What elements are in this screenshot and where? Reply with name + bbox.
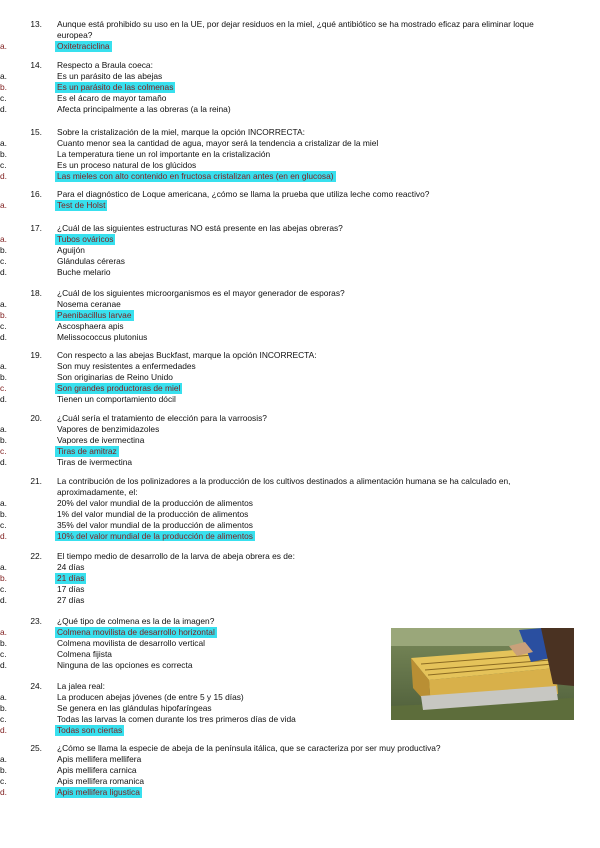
question-block <box>0 350 547 405</box>
question-number: 24. <box>30 681 42 691</box>
option-letter: b. <box>0 637 7 648</box>
option-text: Es un proceso natural de los glúcidos <box>57 159 197 170</box>
question-number: 15. <box>30 127 42 137</box>
option-text: Son muy resistentes a enfermedades <box>57 360 196 371</box>
option-letter: d. <box>0 724 7 735</box>
question-block <box>0 223 547 278</box>
question-text: Sobre la cristalización de la miel, marque la opción INCORRECTA: <box>57 127 305 137</box>
answer-option <box>0 266 547 278</box>
question-block <box>0 743 547 798</box>
question-text: La jalea real: <box>57 681 105 691</box>
answer-option-correct <box>0 530 547 542</box>
highlighted-answer-text: Apis mellifera ligustica <box>57 786 140 797</box>
option-letter: a. <box>0 40 7 51</box>
highlighted-answer-text: 21 días <box>57 572 85 583</box>
option-letter: a. <box>0 233 7 244</box>
highlighted-answer-text: Colmena movilista de desarrollo horizontal <box>57 626 215 637</box>
question-header <box>30 350 547 361</box>
question-header <box>30 288 547 299</box>
option-letter: b. <box>0 309 7 320</box>
question-header <box>30 476 547 498</box>
question-header <box>30 127 547 138</box>
option-text: Vapores de benzimidazoles <box>57 423 160 434</box>
option-letter: c. <box>0 648 7 659</box>
option-letter: b. <box>0 81 7 92</box>
question-number: 25. <box>30 743 42 753</box>
question-text: Para el diagnóstico de Loque americana, ¿cómo se llama la prueba que utiliza leche como reactivo? <box>57 189 430 199</box>
question-header <box>30 616 547 627</box>
answer-option <box>0 497 547 509</box>
option-letter: d. <box>0 393 7 404</box>
question-text: ¿Qué tipo de colmena es la de la imagen? <box>57 616 215 626</box>
question-block <box>0 476 547 541</box>
highlighted-answer-text: Test de Holst <box>57 199 106 210</box>
option-letter: c. <box>0 159 7 170</box>
question-header <box>30 413 547 424</box>
question-number: 20. <box>30 413 42 423</box>
answer-option-correct <box>0 382 547 394</box>
option-text: Afecta principalmente a las obreras (a la reina) <box>57 103 231 114</box>
option-text: Son originarias de Reino Unido <box>57 371 173 382</box>
question-header <box>30 551 547 562</box>
answer-option <box>0 519 547 531</box>
option-text: Tiras de ivermectina <box>57 456 133 467</box>
option-text: Colmena movilista de desarrollo vertical <box>57 637 206 648</box>
option-letter: d. <box>0 331 7 342</box>
option-letter: d. <box>0 786 7 797</box>
question-text: La contribución de los polinizadores a la producción de los cultivos destinados a alimentación humana se ha calculado en, aproximadamente, el: <box>57 476 511 497</box>
question-number: 19. <box>30 350 42 360</box>
option-letter: a. <box>0 497 7 508</box>
answer-option <box>0 393 547 405</box>
highlighted-answer-text: 10% del valor mundial de la producción de alimentos <box>57 530 253 541</box>
option-text: Ascosphaera apis <box>57 320 124 331</box>
answer-option-correct <box>0 199 547 211</box>
answer-option-correct <box>0 572 547 584</box>
option-letter: d. <box>0 103 7 114</box>
option-letter: b. <box>0 572 7 583</box>
option-text: 20% del valor mundial de la producción de alimentos <box>57 497 253 508</box>
question-number: 14. <box>30 60 42 70</box>
question-block <box>0 60 547 115</box>
option-text: Glándulas céreras <box>57 255 125 266</box>
option-text: 17 días <box>57 583 85 594</box>
option-text: Colmena fijista <box>57 648 112 659</box>
option-letter: a. <box>0 626 7 637</box>
answer-option <box>0 148 547 160</box>
question-block <box>0 413 547 468</box>
option-text: Apis mellifera romanica <box>57 775 145 786</box>
option-text: Tienen un comportamiento dócil <box>57 393 176 404</box>
option-text: La temperatura tiene un rol importante en la cristalización <box>57 148 271 159</box>
answer-option <box>0 92 547 104</box>
answer-option-correct <box>0 233 547 245</box>
option-letter: a. <box>0 360 7 371</box>
option-letter: d. <box>0 594 7 605</box>
answer-option-correct <box>0 170 547 182</box>
option-letter: c. <box>0 382 7 393</box>
question-header <box>30 743 547 754</box>
answer-option <box>0 371 547 383</box>
option-letter: d. <box>0 456 7 467</box>
answer-option <box>0 508 547 520</box>
highlighted-answer-text: Todas son ciertas <box>57 724 123 735</box>
answer-option-correct <box>0 445 547 457</box>
option-letter: b. <box>0 508 7 519</box>
option-text: 35% del valor mundial de la producción de alimentos <box>57 519 253 530</box>
option-text: 24 días <box>57 561 85 572</box>
question-block <box>0 288 547 343</box>
answer-option <box>0 456 547 468</box>
highlighted-answer-text: Las mieles con alto contenido en fructosa cristalizan antes (en en glucosa) <box>57 170 334 181</box>
question-number: 13. <box>30 19 42 29</box>
answer-option <box>0 70 547 82</box>
question-text: ¿Cuál de los siguientes microorganismos es el mayor generador de esporas? <box>57 288 345 298</box>
answer-option <box>0 434 547 446</box>
answer-option <box>0 298 547 310</box>
option-letter: c. <box>0 255 7 266</box>
question-text: ¿Cómo se llama la especie de abeja de la península itálica, que se caracteriza por ser muy productiva? <box>57 743 441 753</box>
option-letter: a. <box>0 691 7 702</box>
question-number: 21. <box>30 476 42 486</box>
answer-option <box>0 775 547 787</box>
highlighted-answer-text: Tiras de amitraz <box>57 445 117 456</box>
question-block <box>0 127 547 182</box>
option-letter: a. <box>0 753 7 764</box>
answer-option <box>0 103 547 115</box>
option-letter: a. <box>0 199 7 210</box>
question-number: 23. <box>30 616 42 626</box>
highlighted-answer-text: Paenibacillus larvae <box>57 309 132 320</box>
question-header <box>30 60 547 71</box>
option-text: Buche melario <box>57 266 111 277</box>
option-letter: a. <box>0 561 7 572</box>
answer-option-correct <box>0 81 547 93</box>
answer-option <box>0 137 547 149</box>
answer-option-correct <box>0 724 547 736</box>
option-letter: d. <box>0 659 7 670</box>
option-letter: c. <box>0 583 7 594</box>
answer-option <box>0 360 547 372</box>
option-text: Apis mellifera carnica <box>57 764 137 775</box>
answer-option <box>0 561 547 573</box>
beehive-photo <box>391 628 574 720</box>
option-letter: b. <box>0 434 7 445</box>
question-number: 17. <box>30 223 42 233</box>
highlighted-answer-text: Son grandes productoras de miel <box>57 382 181 393</box>
option-letter: a. <box>0 423 7 434</box>
option-letter: d. <box>0 266 7 277</box>
question-block <box>0 189 547 211</box>
option-letter: b. <box>0 764 7 775</box>
question-text: Respecto a Braula coeca: <box>57 60 153 70</box>
question-text: Aunque está prohibido su uso en la UE, por dejar residuos en la miel, ¿qué antibiótico se ha mostrado eficaz para eliminar loque europea? <box>57 19 534 40</box>
option-letter: c. <box>0 713 7 724</box>
question-block <box>0 19 547 52</box>
option-letter: c. <box>0 519 7 530</box>
question-header <box>30 19 547 41</box>
question-header <box>30 223 547 234</box>
question-text: ¿Cuál de las siguientes estructuras NO está presente en las abejas obreras? <box>57 223 343 233</box>
option-letter: a. <box>0 137 7 148</box>
option-letter: b. <box>0 244 7 255</box>
option-text: Cuanto menor sea la cantidad de agua, mayor será la tendencia a cristalizar de la miel <box>57 137 379 148</box>
answer-option <box>0 159 547 171</box>
question-number: 18. <box>30 288 42 298</box>
question-block <box>0 551 547 606</box>
option-letter: d. <box>0 530 7 541</box>
option-letter: c. <box>0 92 7 103</box>
option-letter: b. <box>0 371 7 382</box>
option-text: Ninguna de las opciones es correcta <box>57 659 193 670</box>
option-text: Es el ácaro de mayor tamaño <box>57 92 167 103</box>
option-text: Nosema ceranae <box>57 298 121 309</box>
option-text: Aguijón <box>57 244 85 255</box>
question-header <box>30 189 547 200</box>
answer-option <box>0 255 547 267</box>
answer-option <box>0 594 547 606</box>
option-letter: c. <box>0 775 7 786</box>
question-text: Con respecto a las abejas Buckfast, marque la opción INCORRECTA: <box>57 350 317 360</box>
question-text: ¿Cuál sería el tratamiento de elección para la varroosis? <box>57 413 267 423</box>
answer-option <box>0 753 547 765</box>
question-number: 22. <box>30 551 42 561</box>
option-text: Es un parásito de las abejas <box>57 70 163 81</box>
option-text: Melissococcus plutonius <box>57 331 148 342</box>
answer-option <box>0 320 547 332</box>
option-letter: a. <box>0 70 7 81</box>
answer-option <box>0 583 547 595</box>
option-text: Apis mellifera mellifera <box>57 753 142 764</box>
option-letter: d. <box>0 170 7 181</box>
answer-option <box>0 764 547 776</box>
answer-option <box>0 423 547 435</box>
option-letter: b. <box>0 702 7 713</box>
option-text: Vapores de ivermectina <box>57 434 145 445</box>
option-letter: a. <box>0 298 7 309</box>
answer-option-correct <box>0 40 547 52</box>
option-text: Todas las larvas la comen durante los tres primeros días de vida <box>57 713 296 724</box>
option-text: 1% del valor mundial de la producción de alimentos <box>57 508 249 519</box>
option-letter: c. <box>0 445 7 456</box>
answer-option <box>0 244 547 256</box>
highlighted-answer-text: Tubos ováricos <box>57 233 114 244</box>
question-text: El tiempo medio de desarrollo de la larva de abeja obrera es de: <box>57 551 295 561</box>
question-number: 16. <box>30 189 42 199</box>
option-text: Se genera en las glándulas hipofaríngeas <box>57 702 212 713</box>
option-text: 27 días <box>57 594 85 605</box>
option-letter: b. <box>0 148 7 159</box>
highlighted-answer-text: Oxitetraciclina <box>57 40 110 51</box>
answer-option <box>0 331 547 343</box>
option-letter: c. <box>0 320 7 331</box>
beehive-image <box>391 628 574 720</box>
option-text: La producen abejas jóvenes (de entre 5 y 15 días) <box>57 691 244 702</box>
answer-option-correct <box>0 786 547 798</box>
highlighted-answer-text: Es un parásito de las colmenas <box>57 81 174 92</box>
answer-option-correct <box>0 309 547 321</box>
